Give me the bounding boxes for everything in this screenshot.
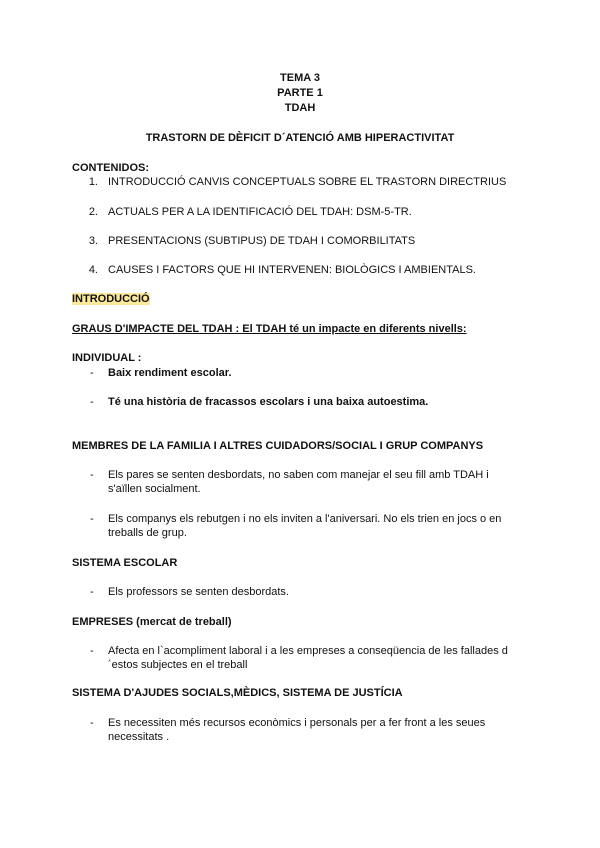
bullet: - (90, 586, 94, 598)
bullet: - (90, 396, 94, 408)
membres-heading: MEMBRES DE LA FAMILIA I ALTRES CUIDADORS/SOCIAL I GRUP COMPANYS (72, 440, 484, 452)
list-text: Té una història de fracassos escolars i una baixa autoestima. (108, 396, 429, 408)
introduccio-heading: INTRODUCCIÓ (72, 293, 150, 305)
list-text: Afecta en l`acompliment laboral i a les empreses a conseqüencia de les fallades d´estos subjectes en el treball (108, 645, 508, 671)
bullet: - (90, 513, 94, 525)
tema-heading: TEMA 3 (280, 72, 320, 84)
list-text: PRESENTACIONS (SUBTIPUS) DE TDAH I COMORBILITATS (108, 235, 416, 247)
parte-heading: PARTE 1 (277, 87, 323, 99)
list-text: Baix rendiment escolar. (108, 367, 232, 379)
individual-heading: INDIVIDUAL : (72, 352, 142, 364)
list-text: Es necessiten més recursos econòmics i personals per a fer front a les seues necessitats . (108, 717, 486, 743)
list-text: Els companys els rebutgen i no els inviten a l'aniversari. No els trien en jocs o en treballs de grup. (108, 513, 502, 539)
list-text: INTRODUCCIÓ CANVIS CONCEPTUALS SOBRE EL TRASTORN DIRECTRIUS (108, 176, 507, 188)
list-text: Els pares se senten desbordats, no saben com manejar el seu fill amb TDAH i s'aïllen socialment. (108, 469, 489, 495)
list-number: 3. (88, 235, 98, 247)
ajudes-heading: SISTEMA D'AJUDES SOCIALS,MÈDICS, SISTEMA DE JUSTÍCIA (72, 687, 403, 699)
bullet: - (90, 645, 94, 657)
tdah-heading: TDAH (284, 102, 316, 114)
contenidos-heading: CONTENIDOS: (72, 162, 149, 174)
bullet: - (90, 717, 94, 729)
list-text: ACTUALS PER A LA IDENTIFICACIÓ DEL TDAH: DSM-5-TR. (108, 206, 412, 218)
escolar-heading: SISTEMA ESCOLAR (72, 557, 178, 569)
list-number: 1. (88, 176, 98, 188)
empreses-heading: EMPRESES (mercat de treball) (72, 616, 232, 628)
list-text: CAUSES I FACTORS QUE HI INTERVENEN: BIOLÒGICS I AMBIENTALS. (108, 264, 476, 276)
list-number: 4. (88, 264, 98, 276)
bullet: - (90, 367, 94, 379)
bullet: - (90, 469, 94, 481)
list-number: 2. (88, 206, 98, 218)
main-title: TRASTORN DE DÈFICIT D´ATENCIÓ AMB HIPERACTIVITAT (145, 132, 455, 144)
graus-heading: GRAUS D'IMPACTE DEL TDAH : El TDAH té un impacte en diferents nivells: (72, 323, 467, 335)
list-text: Els professors se senten desbordats. (108, 586, 289, 598)
